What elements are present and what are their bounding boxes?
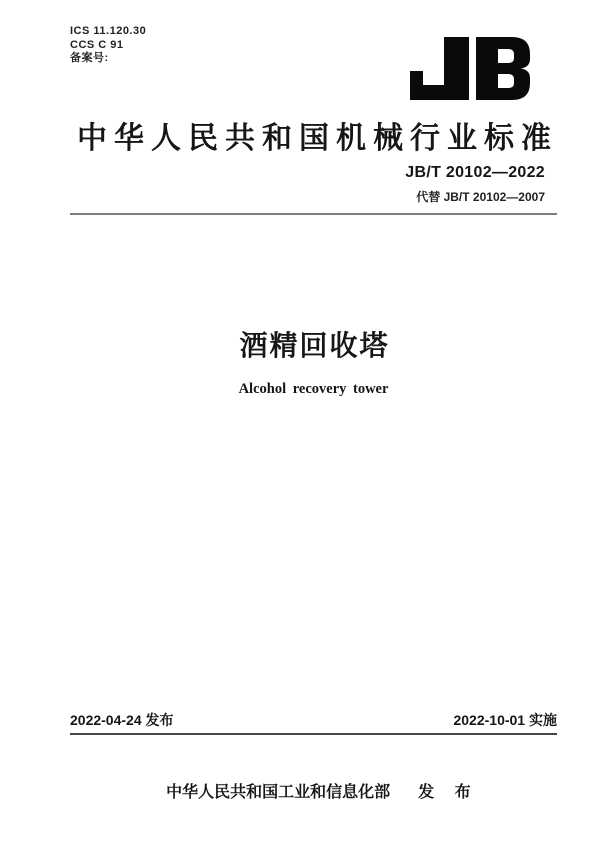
footer-divider [70, 733, 557, 735]
publish-action-label: 发 布 [418, 784, 479, 801]
replaced-standard-note: 代替 JB/T 20102—2007 [416, 190, 545, 204]
header-divider [70, 213, 557, 215]
publisher-row [70, 761, 557, 820]
ics-code: ICS 11.120.30 [70, 25, 147, 37]
jb-standard-logo-icon [410, 37, 530, 100]
standard-code: JB/T 20102—2022 [405, 164, 545, 181]
ccs-code: CCS C 91 [70, 38, 124, 51]
publisher-name: 中华人民共和国工业和信息化部 [166, 784, 391, 801]
standard-title-chinese: 酒精回收塔 [239, 330, 390, 361]
standard-title-english: Alcohol recovery tower [238, 381, 389, 397]
dates-row [70, 710, 557, 730]
filing-number-label: 备案号: [70, 52, 109, 64]
implementation-date: 2022-10-01 实施 [453, 712, 557, 728]
issue-date: 2022-04-24 发布 [70, 712, 174, 728]
classification-codes [70, 25, 146, 66]
series-title: 中华人民共和国机械行业标准 [77, 122, 558, 155]
